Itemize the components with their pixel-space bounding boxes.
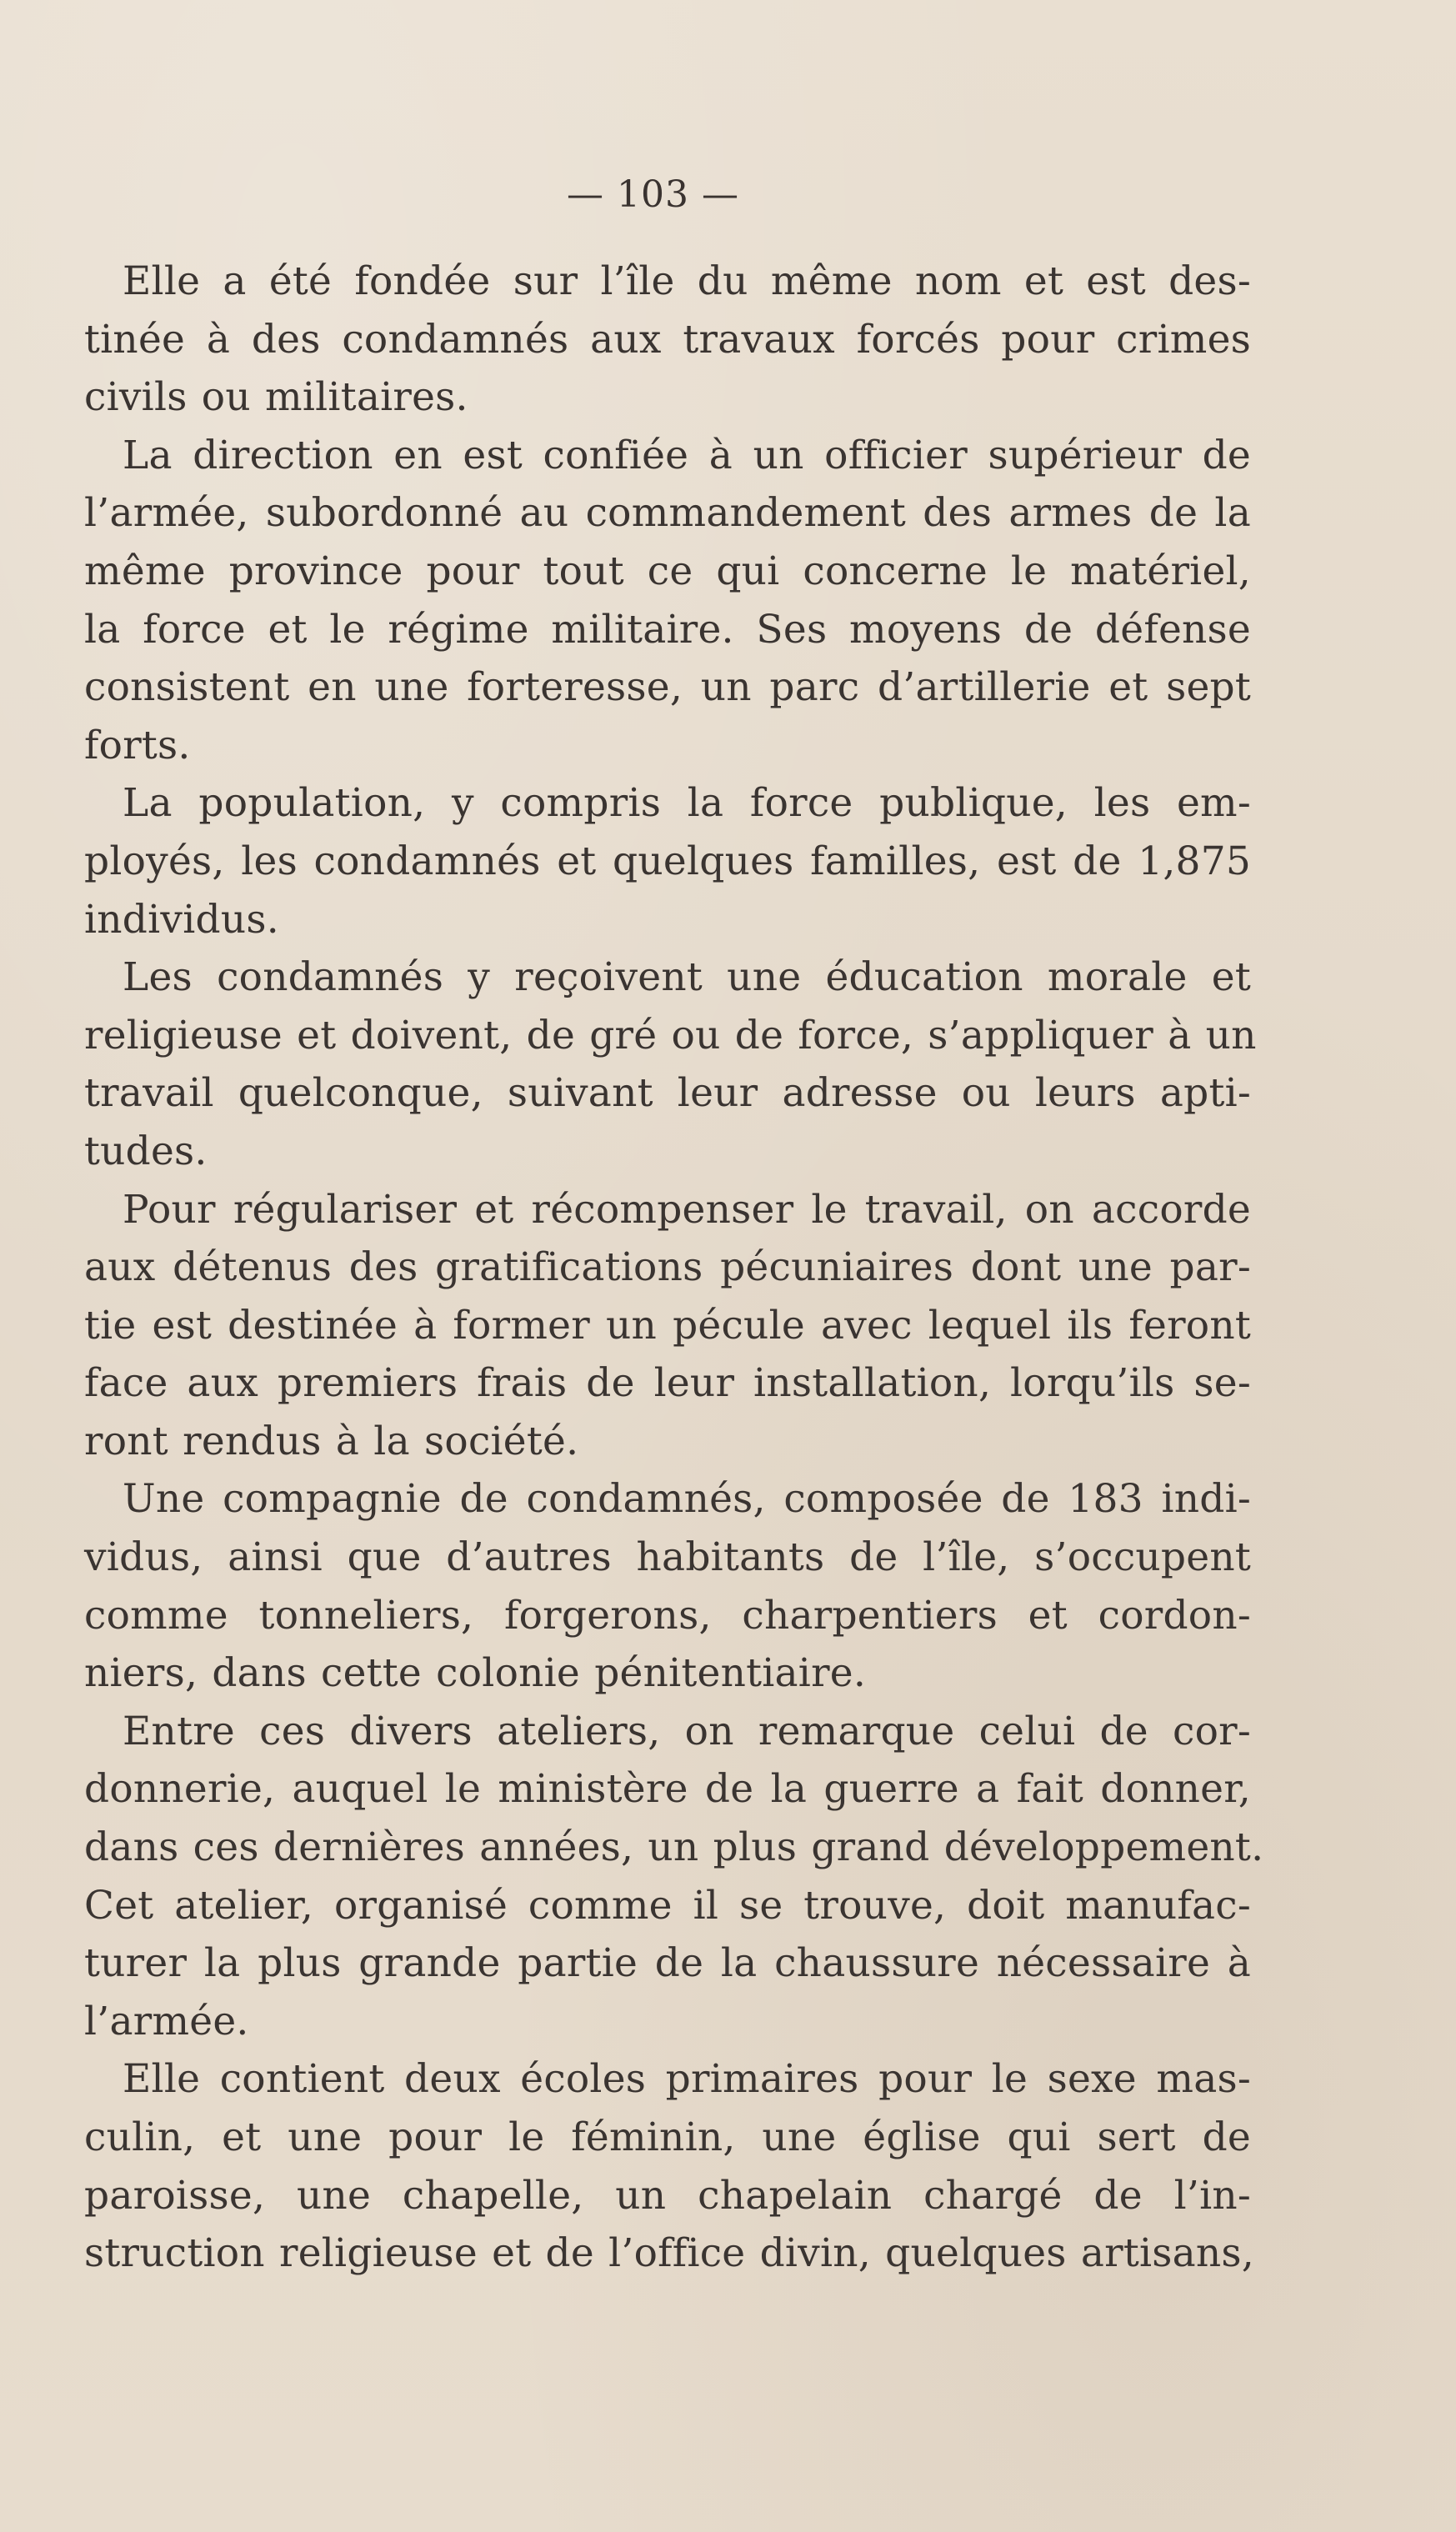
- text-line: niers, dans cette colonie pénitentiaire.: [84, 1650, 867, 1697]
- text-line: ront rendus à la société.: [84, 1418, 579, 1464]
- text-line: La population, y compris la force publique, les em-: [123, 780, 1251, 827]
- text-line: comme tonneliers, forgerons, charpentiers et cordon-: [84, 1592, 1251, 1639]
- text-line: individus.: [84, 896, 279, 943]
- text-line: civils ou militaires.: [84, 374, 468, 421]
- text-line: religieuse et doivent, de gré ou de force, s’appliquer à un: [84, 1012, 1257, 1058]
- text-line: aux détenus des gratifications pécuniaires dont une par-: [84, 1244, 1251, 1291]
- text-line: paroisse, une chapelle, un chapelain chargé de l’in-: [84, 2172, 1251, 2219]
- text-line: travail quelconque, suivant leur adresse ou leurs apti-: [84, 1070, 1251, 1117]
- text-line: Les condamnés y reçoivent une éducation morale et: [123, 954, 1251, 1001]
- text-line: tinée à des condamnés aux travaux forcés pour crimes: [84, 316, 1251, 363]
- text-line: Une compagnie de condamnés, composée de 183 indi-: [123, 1476, 1251, 1523]
- body-text: [84, 253, 1264, 2283]
- text-line: ployés, les condamnés et quelques familles, est de 1,875: [84, 838, 1251, 884]
- text-line: même province pour tout ce qui concerne le matériel,: [84, 548, 1251, 594]
- text-line: l’armée, subordonné au commandement des armes de la: [84, 490, 1251, 537]
- text-line: La direction en est confiée à un officier supérieur de: [123, 432, 1251, 478]
- text-line: culin, et une pour le féminin, une église qui sert de: [84, 2114, 1251, 2160]
- text-line: face aux premiers frais de leur installation, lorqu’ils se-: [84, 1360, 1251, 1407]
- text-line: la force et le régime militaire. Ses moyens de défense: [84, 606, 1251, 653]
- text-line: Elle a été fondée sur l’île du même nom et est des-: [123, 258, 1251, 304]
- text-line: vidus, ainsi que d’autres habitants de l’île, s’occupent: [84, 1534, 1251, 1581]
- text-line: consistent en une forteresse, un parc d’artillerie et sept: [84, 664, 1251, 711]
- text-line: Pour régulariser et récompenser le travail, on accorde: [123, 1186, 1251, 1233]
- text-line: dans ces dernières années, un plus grand développement.: [84, 1824, 1264, 1871]
- text-line: tudes.: [84, 1128, 208, 1174]
- text-line: forts.: [84, 722, 191, 768]
- text-line: Elle contient deux écoles primaires pour le sexe mas-: [123, 2056, 1251, 2103]
- text-line: tie est destinée à former un pécule avec lequel ils feront: [84, 1302, 1251, 1349]
- text-line: Entre ces divers ateliers, on remarque celui de cor-: [123, 1708, 1251, 1754]
- text-line: donnerie, auquel le ministère de la guerre a fait donner,: [84, 1766, 1251, 1813]
- page-number: — 103 —: [567, 173, 739, 216]
- text-line: l’armée.: [84, 1998, 249, 2044]
- text-line: turer la plus grande partie de la chaussure nécessaire à: [84, 1940, 1251, 1987]
- text-line: Cet atelier, organisé comme il se trouve, doit manufac-: [84, 1882, 1251, 1929]
- text-line: struction religieuse et de l’office divin, quelques artisans,: [84, 2230, 1254, 2277]
